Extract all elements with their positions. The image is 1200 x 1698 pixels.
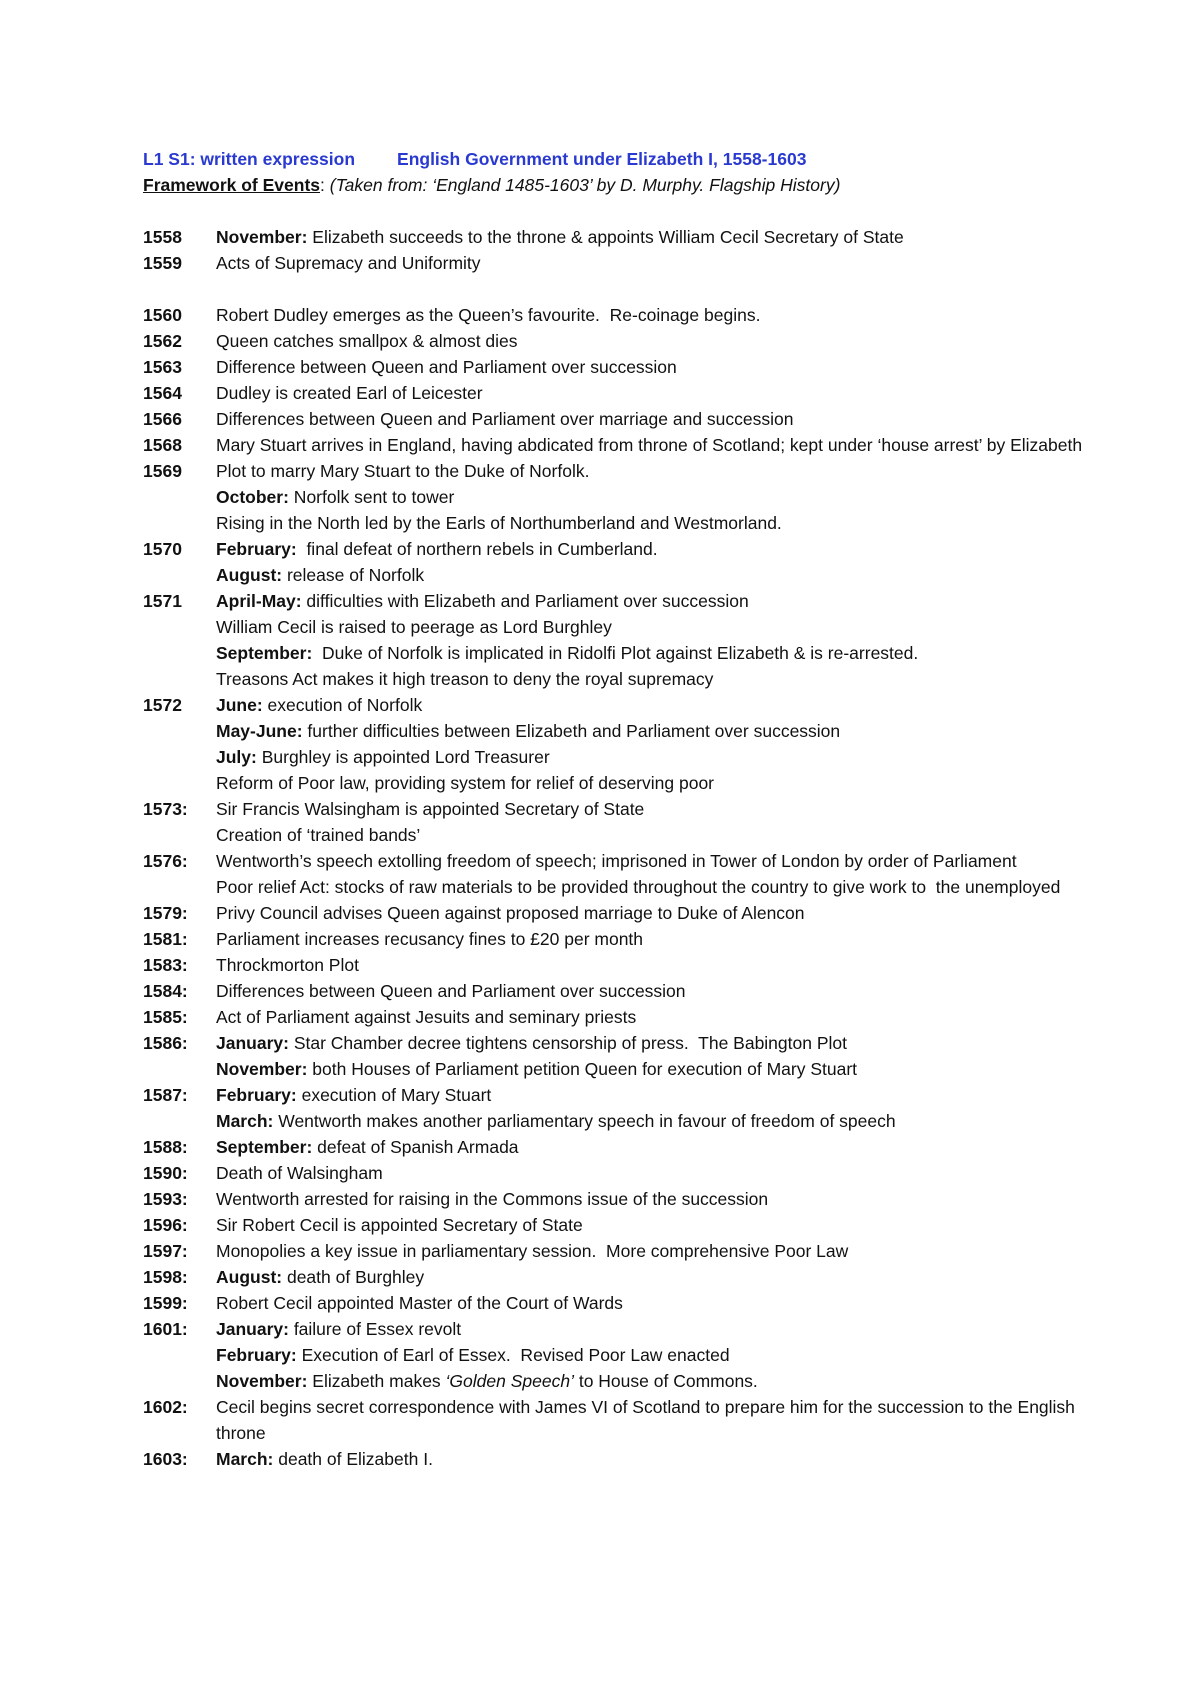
timeline-events [216, 224, 1096, 250]
timeline-year: 1573: [143, 799, 188, 819]
timeline-entry [143, 900, 1103, 926]
event-line [216, 1446, 1096, 1472]
timeline-year: 1584: [143, 981, 188, 1001]
event-text: failure of Essex revolt [288, 1319, 462, 1339]
timeline-entry [143, 952, 1103, 978]
topic-title: English Government under Elizabeth I, 1558-1603 [397, 149, 807, 169]
timeline-entry [143, 1264, 1103, 1290]
timeline-events [216, 302, 1096, 328]
event-line [216, 536, 1096, 562]
event-text: execution of Mary Stuart [296, 1085, 492, 1105]
event-text: both Houses of Parliament petition Queen for execution of Mary Stuart [307, 1059, 858, 1079]
framework-heading [143, 172, 1103, 198]
event-text: release of Norfolk [282, 565, 425, 585]
timeline-events [216, 1394, 1096, 1446]
event-line [216, 406, 1096, 432]
event-line [216, 1160, 1096, 1186]
timeline-year: 1568 [143, 435, 182, 455]
event-text: Elizabeth succeeds to the throne & appoints William Cecil Secretary of State [307, 227, 904, 247]
event-text: execution of Norfolk [262, 695, 423, 715]
timeline-events [216, 900, 1096, 926]
timeline-events [216, 978, 1096, 1004]
timeline-events [216, 328, 1096, 354]
timeline-entry [143, 588, 1103, 692]
event-text: Differences between Queen and Parliament over succession [216, 981, 686, 1001]
event-line [216, 1212, 1096, 1238]
event-line [216, 900, 1096, 926]
timeline-events [216, 796, 1096, 848]
event-text: Burghley is appointed Lord Treasurer [256, 747, 550, 767]
event-text: Robert Dudley emerges as the Queen’s favourite. Re-coinage begins. [216, 305, 761, 325]
event-line [216, 354, 1096, 380]
timeline-year: 1599: [143, 1293, 188, 1313]
event-text: Rising in the North led by the Earls of Northumberland and Westmorland. [216, 513, 782, 533]
event-text: Elizabeth makes [307, 1371, 446, 1391]
event-date-label: October: [216, 487, 289, 507]
event-date-label: March: [216, 1449, 274, 1469]
event-text: death of Burghley [282, 1267, 425, 1287]
event-date-label: November: [216, 227, 308, 247]
event-text: Wentworth makes another parliamentary speech in favour of freedom of speech [273, 1111, 896, 1131]
timeline-year: 1590: [143, 1163, 188, 1183]
timeline-year: 1586: [143, 1033, 188, 1053]
timeline-events [216, 536, 1096, 588]
event-line [216, 796, 1096, 822]
event-line [216, 588, 1096, 614]
timeline-events [216, 406, 1096, 432]
timeline-events [216, 1160, 1096, 1186]
timeline-events [216, 458, 1096, 536]
timeline-entry [143, 1030, 1103, 1082]
framework-colon: : [320, 175, 325, 195]
event-text: Wentworth’s speech extolling freedom of speech; imprisoned in Tower of London by order of Parliament [216, 851, 1017, 871]
event-text: Queen catches smallpox & almost dies [216, 331, 518, 351]
event-text: Difference between Queen and Parliament over succession [216, 357, 677, 377]
event-date-label: February: [216, 1085, 297, 1105]
timeline-year: 1593: [143, 1189, 188, 1209]
timeline-events [216, 432, 1096, 458]
timeline-year: 1566 [143, 409, 182, 429]
timeline-year: 1576: [143, 851, 188, 871]
timeline-events [216, 1264, 1096, 1290]
timeline-year: 1596: [143, 1215, 188, 1235]
timeline-entry [143, 328, 1103, 354]
document-title [143, 146, 1103, 172]
timeline-year: 1587: [143, 1085, 188, 1105]
event-line [216, 1316, 1096, 1342]
event-line [216, 562, 1096, 588]
event-text: Mary Stuart arrives in England, having abdicated from throne of Scotland; kept under ‘house arrest’ by Elizabeth [216, 435, 1083, 455]
event-text: difficulties with Elizabeth and Parliament over succession [301, 591, 749, 611]
event-date-label: August: [216, 1267, 283, 1287]
event-text: Cecil begins secret correspondence with James VI of Scotland to prepare him for the succession to the English throne [216, 1397, 1080, 1443]
event-line [216, 1186, 1096, 1212]
timeline-entry [143, 1186, 1103, 1212]
event-text: Acts of Supremacy and Uniformity [216, 253, 481, 273]
event-date-label: February: [216, 539, 297, 559]
event-date-label: May-June: [216, 721, 303, 741]
timeline-entry [143, 250, 1103, 276]
event-line [216, 692, 1096, 718]
event-date-label: June: [216, 695, 263, 715]
event-line [216, 250, 1096, 276]
timeline-year: 1572 [143, 695, 182, 715]
event-date-label: November: [216, 1371, 308, 1391]
timeline-entry [143, 354, 1103, 380]
framework-source: (Taken from: ‘England 1485-1603’ by D. Murphy. Flagship History) [329, 175, 841, 195]
timeline-year: 1559 [143, 253, 182, 273]
event-emphasis: ‘Golden Speech’ [445, 1371, 574, 1391]
timeline-entry [143, 458, 1103, 536]
timeline-entry [143, 302, 1103, 328]
timeline-events [216, 1212, 1096, 1238]
timeline-year: 1569 [143, 461, 182, 481]
timeline-entry [143, 692, 1103, 796]
timeline-year: 1598: [143, 1267, 188, 1287]
event-line [216, 1134, 1096, 1160]
timeline-events [216, 354, 1096, 380]
event-date-label: August: [216, 565, 283, 585]
timeline-entry [143, 380, 1103, 406]
course-title: L1 S1: written expression [143, 149, 356, 169]
event-line [216, 328, 1096, 354]
event-line [216, 718, 1096, 744]
event-text: Dudley is created Earl of Leicester [216, 383, 483, 403]
document-page [143, 146, 1103, 1472]
event-line [216, 1082, 1096, 1108]
timeline-year: 1581: [143, 929, 188, 949]
timeline-year: 1564 [143, 383, 182, 403]
timeline-events [216, 1082, 1096, 1134]
timeline-entry [143, 1134, 1103, 1160]
event-text: Plot to marry Mary Stuart to the Duke of Norfolk. [216, 461, 590, 481]
timeline-entry [143, 1446, 1103, 1472]
event-text: Duke of Norfolk is implicated in Ridolfi Plot against Elizabeth & is re-arrested. [312, 643, 919, 663]
timeline-events [216, 1030, 1096, 1082]
event-line [216, 614, 1096, 640]
timeline-events [216, 588, 1096, 692]
event-date-label: April-May: [216, 591, 302, 611]
framework-label: Framework of Events [143, 175, 320, 195]
event-line [216, 1368, 1096, 1394]
timeline-year: 1579: [143, 903, 188, 923]
event-text: Differences between Queen and Parliament over marriage and succession [216, 409, 794, 429]
timeline-entry [143, 1238, 1103, 1264]
event-line [216, 848, 1096, 874]
event-text: Monopolies a key issue in parliamentary session. More comprehensive Poor Law [216, 1241, 849, 1261]
timeline-events [216, 1316, 1096, 1394]
timeline-events [216, 1238, 1096, 1264]
timeline-events [216, 250, 1096, 276]
event-text: Wentworth arrested for raising in the Commons issue of the succession [216, 1189, 769, 1209]
timeline-year: 1560 [143, 305, 182, 325]
event-text: defeat of Spanish Armada [312, 1137, 519, 1157]
timeline-entry [143, 978, 1103, 1004]
timeline-entry [143, 1004, 1103, 1030]
event-date-label: November: [216, 1059, 308, 1079]
timeline-entry [143, 1212, 1103, 1238]
event-line [216, 770, 1096, 796]
event-date-label: September: [216, 643, 313, 663]
timeline-entry [143, 796, 1103, 848]
event-text: William Cecil is raised to peerage as Lord Burghley [216, 617, 612, 637]
timeline-entry [143, 1160, 1103, 1186]
timeline-entry [143, 536, 1103, 588]
event-text: Privy Council advises Queen against proposed marriage to Duke of Alencon [216, 903, 805, 923]
event-line [216, 510, 1096, 536]
timeline-year: 1588: [143, 1137, 188, 1157]
timeline-entry [143, 406, 1103, 432]
timeline-year: 1583: [143, 955, 188, 975]
event-line [216, 380, 1096, 406]
timeline-events [216, 1134, 1096, 1160]
timeline-year: 1570 [143, 539, 182, 559]
timeline-year: 1571 [143, 591, 182, 611]
timeline-entry [143, 1290, 1103, 1316]
event-text: Death of Walsingham [216, 1163, 383, 1183]
event-line [216, 874, 1096, 900]
timeline-entry [143, 1082, 1103, 1134]
timeline-year: 1601: [143, 1319, 188, 1339]
event-line [216, 302, 1096, 328]
timeline-events [216, 1004, 1096, 1030]
event-line [216, 926, 1096, 952]
event-text: Reform of Poor law, providing system for relief of deserving poor [216, 773, 714, 793]
event-text: Norfolk sent to tower [288, 487, 455, 507]
event-text: Sir Francis Walsingham is appointed Secretary of State [216, 799, 645, 819]
timeline-entry [143, 1316, 1103, 1394]
event-line [216, 1030, 1096, 1056]
timeline-year: 1562 [143, 331, 182, 351]
event-date-label: January: [216, 1033, 289, 1053]
timeline-entry [143, 224, 1103, 250]
timeline-year: 1602: [143, 1397, 188, 1417]
timeline-events [216, 952, 1096, 978]
event-text: Star Chamber decree tightens censorship of press. The Babington Plot [288, 1033, 847, 1053]
timeline-entry [143, 432, 1103, 458]
event-line [216, 822, 1096, 848]
event-date-label: September: [216, 1137, 313, 1157]
event-line [216, 1290, 1096, 1316]
timeline-events [216, 926, 1096, 952]
event-text: Creation of ‘trained bands’ [216, 825, 421, 845]
event-line [216, 1004, 1096, 1030]
timeline-events [216, 1446, 1096, 1472]
timeline-events [216, 1186, 1096, 1212]
event-line [216, 1264, 1096, 1290]
event-line [216, 640, 1096, 666]
event-line [216, 1056, 1096, 1082]
event-line [216, 1394, 1096, 1446]
timeline-entry [143, 848, 1103, 900]
event-line [216, 432, 1096, 458]
event-line [216, 978, 1096, 1004]
timeline-entry [143, 1394, 1103, 1446]
event-text: final defeat of northern rebels in Cumberland. [296, 539, 658, 559]
event-line [216, 484, 1096, 510]
event-line [216, 458, 1096, 484]
event-line [216, 1238, 1096, 1264]
event-text: Throckmorton Plot [216, 955, 359, 975]
event-line [216, 744, 1096, 770]
event-line [216, 952, 1096, 978]
event-text: Act of Parliament against Jesuits and seminary priests [216, 1007, 637, 1027]
event-text: Poor relief Act: stocks of raw materials to be provided throughout the country to give work to the unemployed [216, 877, 1061, 897]
event-text: Parliament increases recusancy fines to £20 per month [216, 929, 644, 949]
event-line [216, 666, 1096, 692]
event-text: Treasons Act makes it high treason to deny the royal supremacy [216, 669, 714, 689]
event-text: Robert Cecil appointed Master of the Court of Wards [216, 1293, 623, 1313]
event-text: Execution of Earl of Essex. Revised Poor Law enacted [296, 1345, 730, 1365]
timeline-events [216, 848, 1096, 900]
timeline-year: 1603: [143, 1449, 188, 1469]
event-text: Sir Robert Cecil is appointed Secretary of State [216, 1215, 583, 1235]
timeline-events [216, 380, 1096, 406]
event-date-label: March: [216, 1111, 274, 1131]
timeline-events [216, 1290, 1096, 1316]
timeline-entry [143, 926, 1103, 952]
timeline-events [216, 692, 1096, 796]
timeline-year: 1558 [143, 227, 182, 247]
timeline-year: 1563 [143, 357, 182, 377]
timeline [143, 224, 1103, 1472]
event-date-label: January: [216, 1319, 289, 1339]
blank-line [143, 276, 1103, 302]
event-text: death of Elizabeth I. [273, 1449, 433, 1469]
event-line [216, 1342, 1096, 1368]
event-text: further difficulties between Elizabeth and Parliament over succession [302, 721, 841, 741]
event-text-after: to House of Commons. [573, 1371, 758, 1391]
event-date-label: February: [216, 1345, 297, 1365]
timeline-year: 1585: [143, 1007, 188, 1027]
event-line [216, 224, 1096, 250]
event-line [216, 1108, 1096, 1134]
timeline-year: 1597: [143, 1241, 188, 1261]
event-date-label: July: [216, 747, 257, 767]
